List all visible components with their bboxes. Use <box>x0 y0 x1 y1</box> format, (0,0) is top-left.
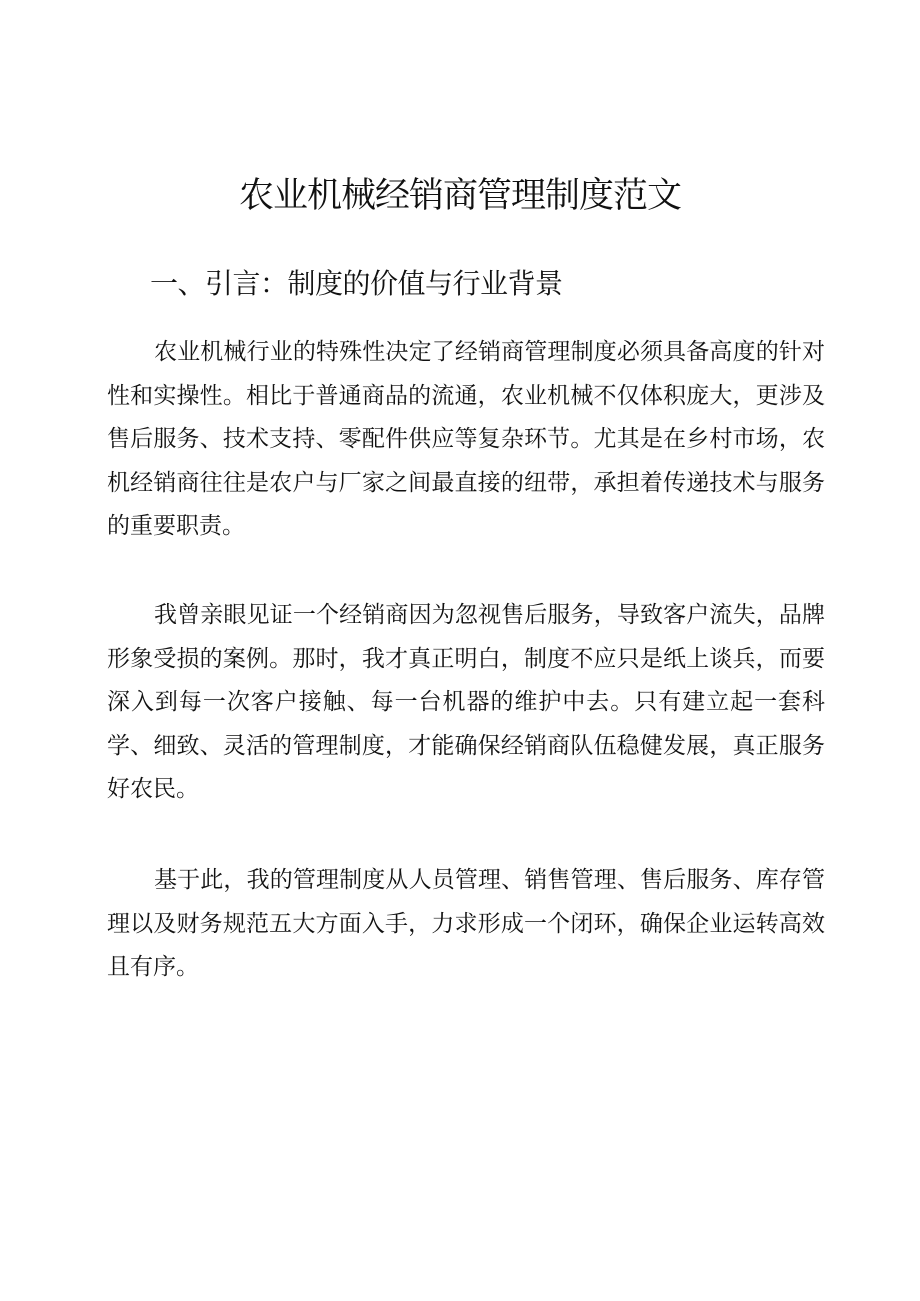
body-paragraph-3: 基于此，我的管理制度从人员管理、销售管理、售后服务、库存管理以及财务规范五大方面入手，力求形成一个闭环，确保企业运转高效且有序。 <box>107 867 825 980</box>
body-paragraph-2: 我曾亲眼见证一个经销商因为忽视售后服务，导致客户流失，品牌形象受损的案例。那时，我才真正明白，制度不应只是纸上谈兵，而要深入到每一次客户接触、每一台机器的维护中去。只有建立起一套科学、细致、灵活的管理制度，才能确保经销商队伍稳健发展，真正服务好农民。 <box>107 602 825 802</box>
document-title: 农业机械经销商管理制度范文 <box>238 176 681 216</box>
body-paragraph-1: 农业机械行业的特殊性决定了经销商管理制度必须具备高度的针对性和实操性。相比于普通商品的流通，农业机械不仅体积庞大，更涉及售后服务、技术支持、零配件供应等复杂环节。尤其是在乡村市场，农机经销商往往是农户与厂家之间最直接的纽带，承担着传递技术与服务的重要职责。 <box>107 339 825 539</box>
section-heading: 一、引言：制度的价值与行业背景 <box>150 267 563 300</box>
